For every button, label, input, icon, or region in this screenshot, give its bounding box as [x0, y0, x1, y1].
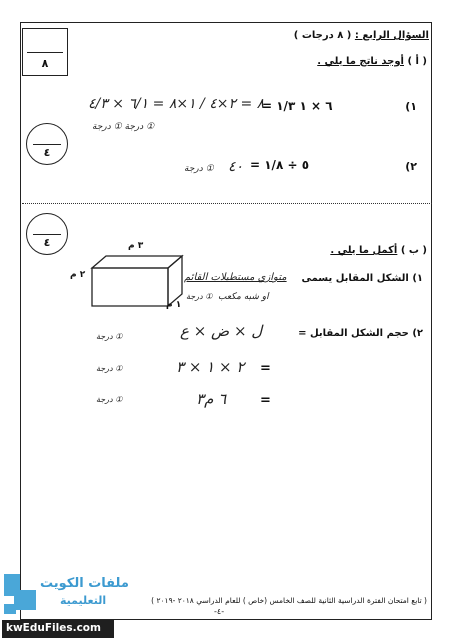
b-item2-marks-note-2: ① درجة	[96, 364, 123, 373]
b-item2-text: حجم الشكل المقابل =	[298, 328, 409, 339]
part-a-heading	[317, 56, 427, 67]
b-item2-marks-note-1: ① درجة	[96, 332, 123, 341]
b-item2-number: ٢)	[412, 328, 423, 339]
part-b-heading	[330, 245, 427, 256]
item1-problem: ٦ × ١ ١/٣ =	[262, 99, 333, 113]
logo-shape-2	[14, 590, 36, 610]
footer-line: ( تابع امتحان الفترة الدراسية الثانية للصف الخامس (خاص ) للعام الدراسي ٢٠١٨ -٢٠١٩ )	[151, 596, 427, 605]
item1-marks-note: ① درجة ① درجة	[92, 122, 155, 132]
item2-number: ٢)	[405, 160, 417, 173]
box-bottom-label: ١ م	[166, 300, 182, 310]
total-score-box	[22, 28, 68, 76]
b-item1-number: ١)	[412, 273, 423, 284]
box-left-label: ٢ م	[70, 270, 86, 280]
b-item1-marks-note: ① درجة	[186, 292, 213, 301]
logo-url: kwEduFiles.com	[6, 622, 101, 634]
part-b-label: ( ب )	[400, 245, 427, 256]
b-item2-equals-3: =	[260, 393, 271, 408]
box-top-label: ٣ م	[128, 241, 144, 251]
b-item1-text: الشكل المقابل يسمى	[301, 273, 409, 284]
b-item2-hand-line2: ٢ × ١ × ٣	[176, 358, 245, 376]
b-item2-equals-2: =	[260, 361, 271, 376]
question-marks: ( ٨ درجات )	[293, 30, 352, 41]
b-item2-line	[298, 328, 423, 339]
part-b-score-circle	[26, 213, 68, 255]
b-item1-line	[301, 273, 423, 284]
item1-number: ١)	[405, 100, 417, 113]
logo-shape-3	[4, 604, 16, 614]
total-score-value: ٨	[41, 57, 49, 70]
question-header	[294, 30, 429, 41]
question-title: السؤال الرابع :	[354, 30, 429, 41]
part-a-instruction: أوجد ناتج ما يلي .	[317, 56, 404, 67]
item1-hand-solution: ٨ = ٢×٤ / ١×٨ = ٦/١ × ٤/٣	[88, 96, 265, 112]
b-item2-hand-line3: ٦ م٣	[196, 390, 227, 408]
part-a-score-circle	[26, 123, 68, 165]
item2-problem: ٥ ÷ ١/٨ =	[250, 158, 310, 172]
part-b-instruction: أكمل ما يلي .	[330, 245, 398, 256]
part-a-label: ( أ )	[407, 56, 427, 67]
b-item2-marks-note-3: ① درجة	[96, 395, 123, 404]
logo-subtitle: التعليمية	[60, 594, 107, 607]
b-item2-hand-line1: ل × ض × ع	[180, 322, 263, 340]
logo-title: ملفات الكويت	[40, 576, 129, 591]
footer-page-number: -٤-	[214, 607, 225, 616]
part-b-score-value: ٤	[43, 236, 51, 249]
item2-hand-answer: ٤٠	[228, 159, 244, 175]
b-item1-hand-answer2: او شبه مكعب	[218, 292, 269, 302]
item2-marks-note: ① درجة	[184, 164, 214, 174]
part-a-score-value: ٤	[43, 146, 51, 159]
b-item1-hand-answer: متوازي مستطيلات القائم	[184, 272, 287, 283]
section-divider	[22, 203, 432, 204]
